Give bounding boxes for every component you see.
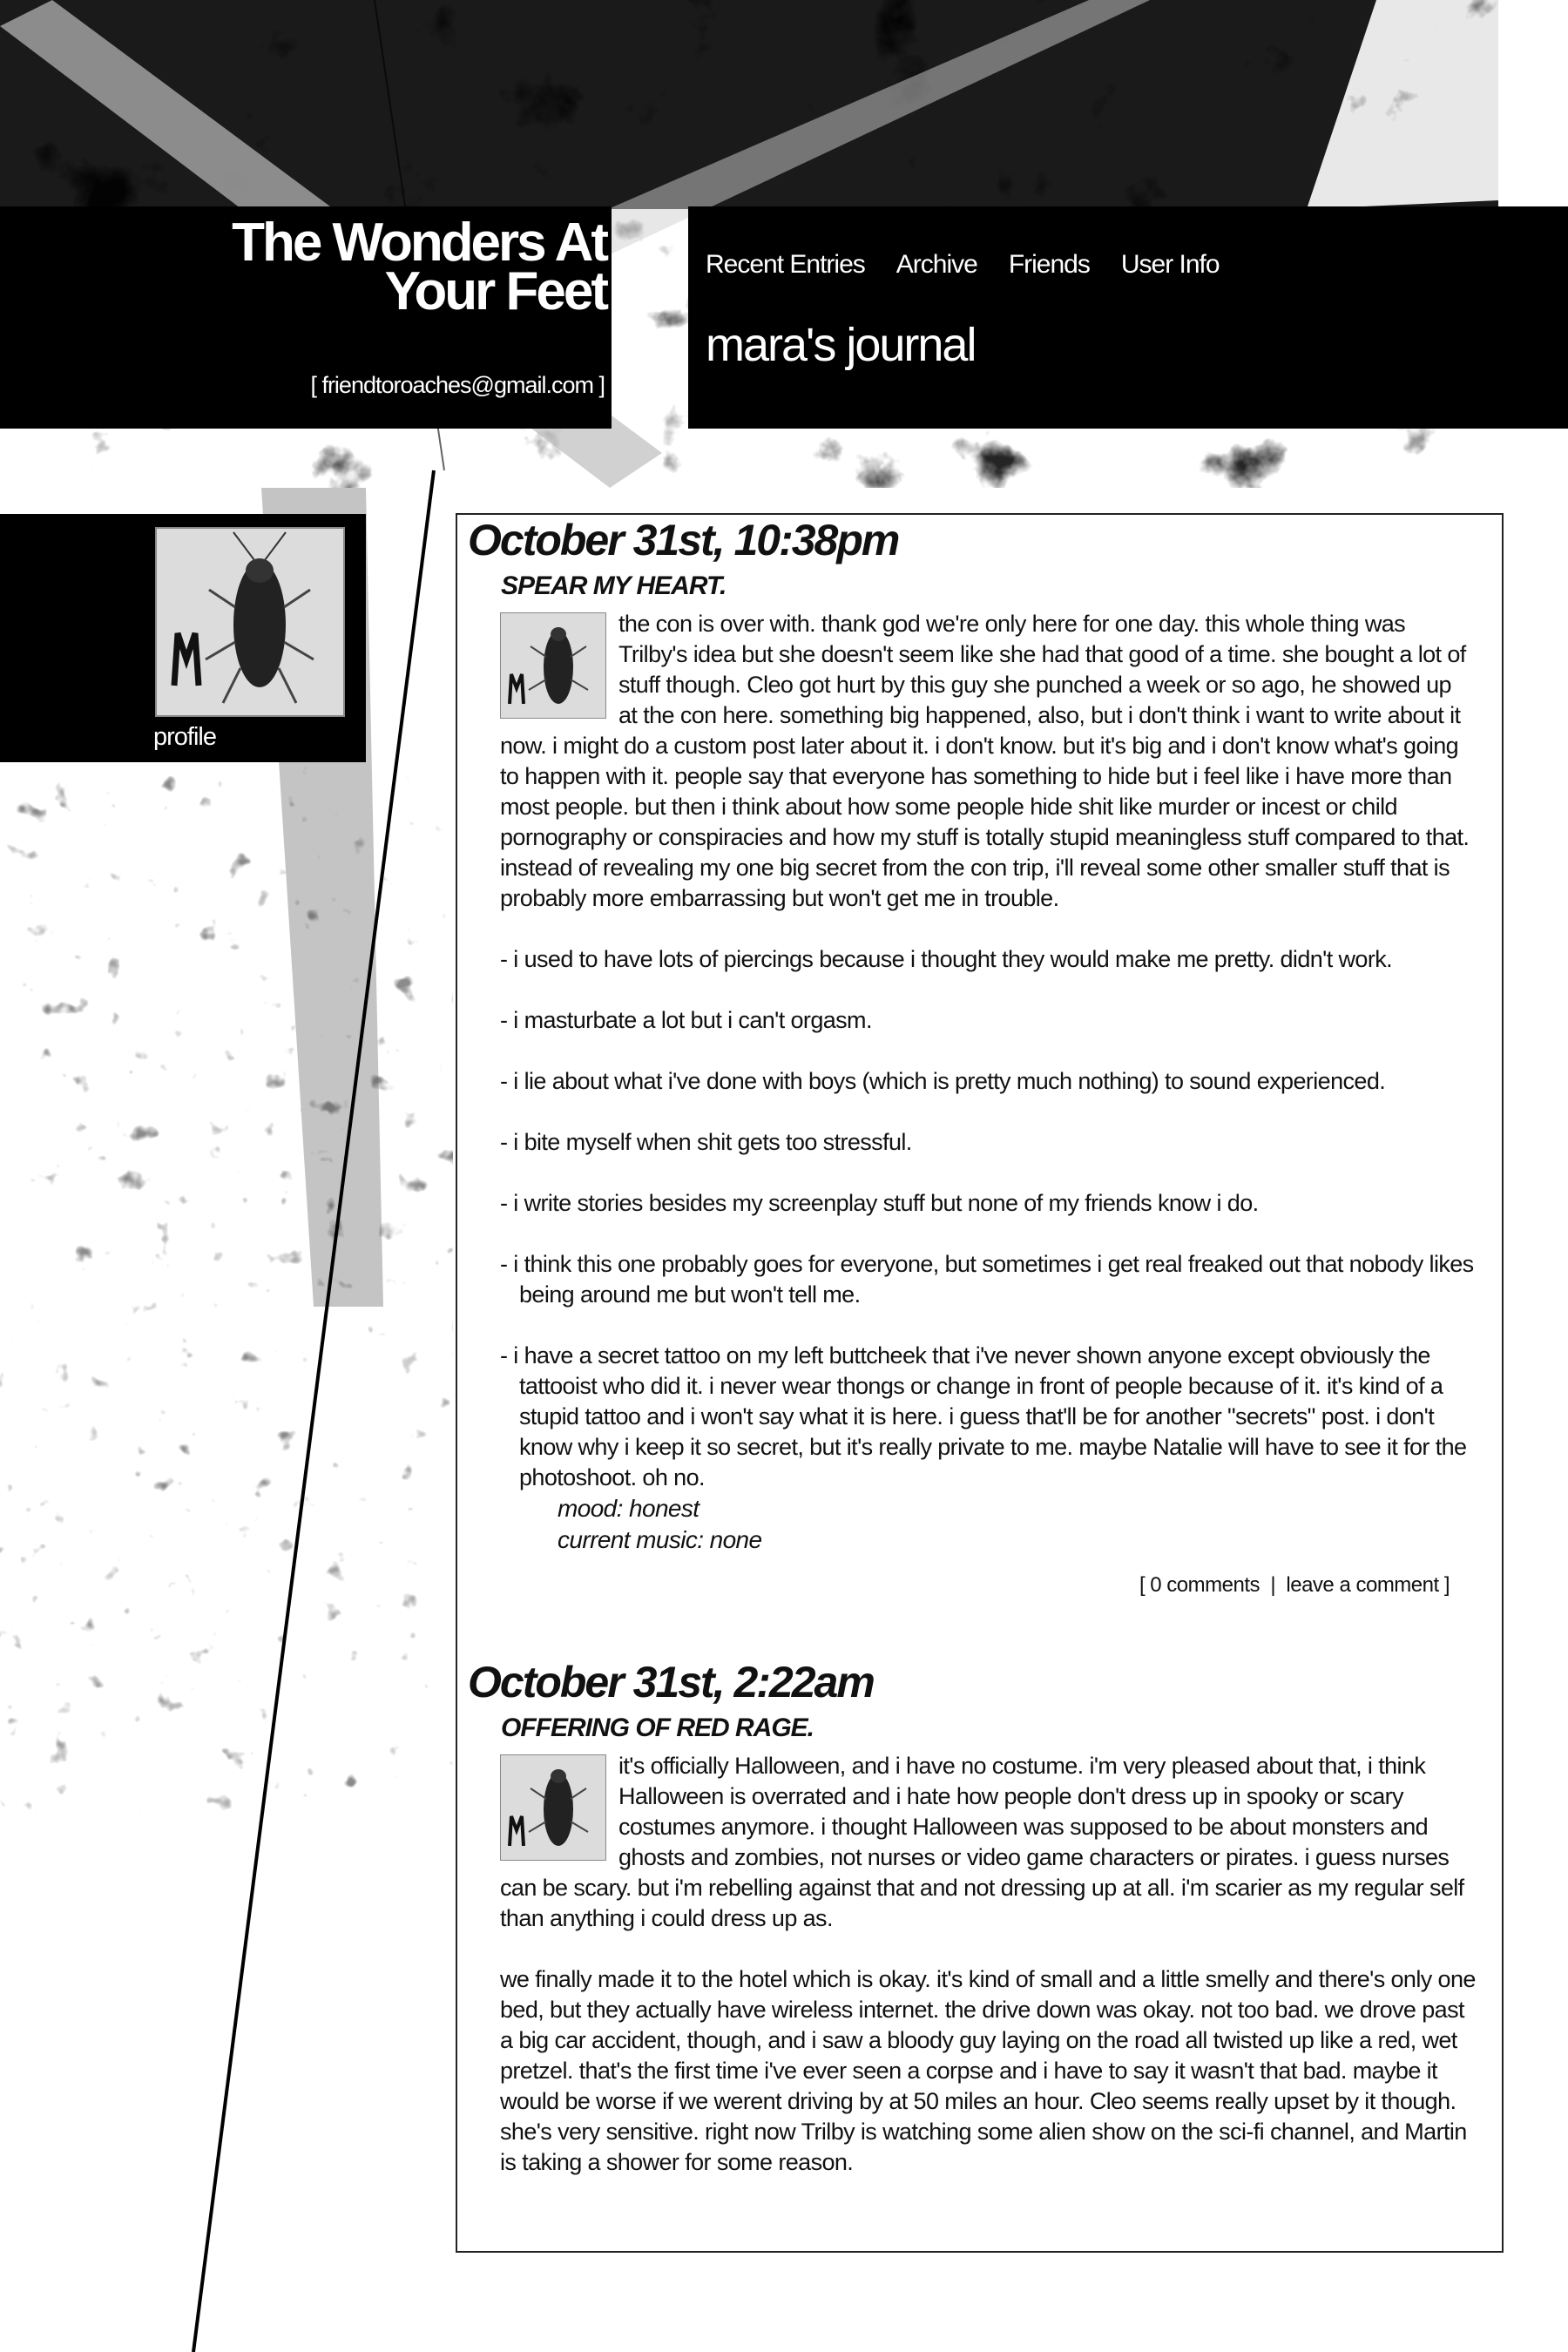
- cockroach-icon: [501, 1755, 605, 1860]
- list-item: - i think this one probably goes for everyone, but sometimes i get real freaked out that nobody likes being around me but won't tell me.: [500, 1251, 1474, 1308]
- nav-header: [688, 206, 1568, 429]
- profile-link[interactable]: profile: [153, 723, 216, 751]
- userpic: [500, 1754, 606, 1861]
- list-item: - i have a secret tattoo on my left buttcheek that i've never shown anyone except obviously the tattooist who did it. i never wear thongs or change in front of people because of it. it's kind of a stupid tattoo and i won't say what it is here. i guess that'll be for another "secrets" post. i don't know why i keep it so secret, but it's really private to me. maybe Natalie will have to see it for the photoshoot. oh no.: [500, 1342, 1467, 1490]
- cockroach-icon: [501, 613, 605, 718]
- leave-comment-link[interactable]: leave a comment ]: [1286, 1573, 1450, 1597]
- journal-entry: [468, 1657, 1476, 2178]
- list-item: - i bite myself when shit gets too stressful.: [500, 1129, 912, 1155]
- link-separator: |: [1270, 1573, 1276, 1597]
- entry-body: [500, 1751, 1476, 2178]
- cockroach-icon: [157, 529, 343, 715]
- comment-links: [468, 1573, 1450, 1598]
- site-title[interactable]: The Wonders At Your Feet: [232, 213, 606, 321]
- list-item: - i lie about what i've done with boys (which is pretty much nothing) to sound experienced.: [500, 1068, 1386, 1094]
- entry-subject: OFFERING OF RED RAGE.: [501, 1713, 814, 1742]
- entry-meta: [558, 1493, 1476, 1556]
- nav-recent-entries[interactable]: Recent Entries: [706, 250, 865, 279]
- profile-picture[interactable]: [155, 527, 345, 717]
- entry-mood: mood: honest: [558, 1495, 700, 1522]
- profile-sidebar: [0, 514, 366, 762]
- nav-friends[interactable]: Friends: [1008, 250, 1090, 279]
- journal-entry: [468, 515, 1476, 1598]
- journal-name: mara's journal: [706, 319, 976, 371]
- entry-date[interactable]: October 31st, 10:38pm: [468, 516, 899, 564]
- journal-entries: [456, 513, 1504, 2253]
- site-email: [ friendtoroaches@gmail.com ]: [310, 372, 605, 398]
- entry-music: current music: none: [558, 1526, 762, 1553]
- entry-text: it's officially Halloween, and i have no costume. i'm very pleased about that, i think Halloween is overrated and i hate how people don't dress up in spooky or scary costumes anymore. i thought Halloween was supposed to be about monsters and ghosts and zombies, not nurses or video game characters or pirates. i guess nurses can be scary. but i'm rebelling against that and not dressing up at all. i'm scarier as my regular self than anything i could dress up as.: [500, 1753, 1464, 1931]
- list-item: - i write stories besides my screenplay stuff but none of my friends know i do.: [500, 1190, 1259, 1216]
- nav-archive[interactable]: Archive: [896, 250, 977, 279]
- nav-menu: [706, 250, 1220, 280]
- site-header: [0, 206, 612, 429]
- list-item: - i masturbate a lot but i can't orgasm.: [500, 1007, 872, 1033]
- entry-body: [500, 609, 1476, 1493]
- entry-text: we finally made it to the hotel which is okay. it's kind of small and a little smelly and there's only one bed, but they actually have wireless internet. the drive down was okay. not too bad. we drove past a big car accident, though, and i saw a bloody guy laying on the road all twisted up like a red, wet pretzel. that's the first time i've ever seen a corpse and i have to say it wasn't that bad. maybe it would be worse if we werent driving by at 50 miles an hour. Cleo seems really upset by it though. she's very sensitive. right now Trilby is watching some alien show on the sci-fi channel, and Martin is taking a shower for some reason.: [500, 1966, 1476, 2175]
- entry-subject: SPEAR MY HEART.: [501, 571, 727, 600]
- nav-user-info[interactable]: User Info: [1120, 250, 1220, 279]
- list-item: - i used to have lots of piercings because i thought they would make me pretty. didn't work.: [500, 946, 1393, 972]
- userpic: [500, 612, 606, 719]
- entry-text: the con is over with. thank god we're only here for one day. this whole thing was Trilby's idea but she doesn't seem like she had that good of a time. she bought a lot of stuff though. Cleo got hurt by this guy she punched a week or so ago, he showed up at the con here. something big happened, also, but i don't think i want to write about it now. i might do a custom post later about it. i don't know. but it's big and i don't know what's going to happen with it. people say that everyone has something to hide but i feel like i have more than most people. but then i think about how some people hide shit like murder or incest or child pornography or conspiracies and how my stuff is totally stupid meaningless stuff compared to that. instead of revealing my one big secret from the con trip, i'll reveal some other smaller stuff that is probably more embarrassing but won't get me in trouble.: [500, 611, 1470, 911]
- comments-link[interactable]: [ 0 comments: [1139, 1573, 1260, 1597]
- entry-date[interactable]: October 31st, 2:22am: [468, 1658, 874, 1707]
